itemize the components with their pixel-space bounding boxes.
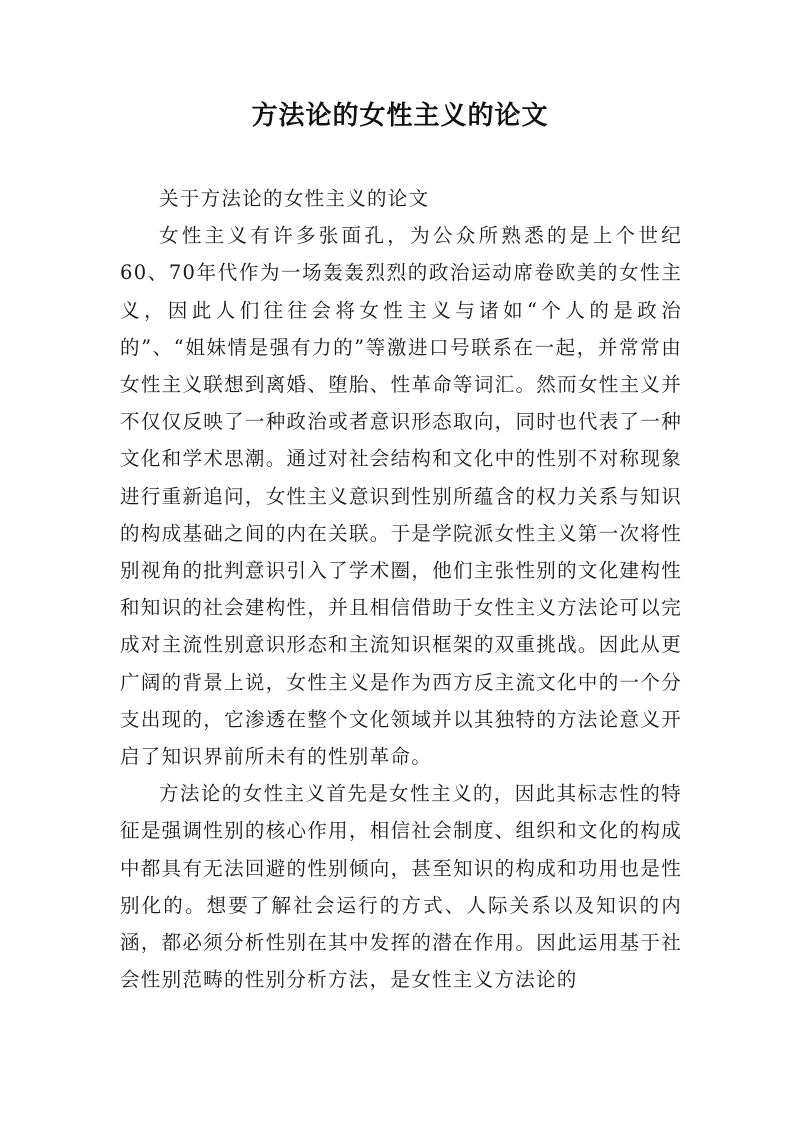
document-body [120, 180, 682, 998]
paragraph: 方法论的女性主义首先是女性主义的，因此其标志性的特征是强调性别的核心作用，相信社会制度、组织和文化的构成中都具有无法回避的性别倾向，甚至知识的构成和功用也是性别化的。想要了解社会运行的方式、人际关系以及知识的内涵，都必须分析性别在其中发挥的潜在作用。因此运用基于社会性别范畴的性别分析方法，是女性主义方法论的 [120, 782, 682, 992]
paragraph: 女性主义有许多张面孔，为公众所熟悉的是上个世纪60、70年代作为一场轰轰烈烈的政治运动席卷欧美的女性主义，因此人们往往会将女性主义与诸如“个人的是政治的”、“姐妹情是强有力的”等激进口号联系在一起，并常常由女性主义联想到离婚、堕胎、性革命等词汇。然而女性主义并不仅仅反映了一种政治或者意识形态取向，同时也代表了一种文化和学术思潮。通过对社会结构和文化中的性别不对称现象进行重新追问，女性主义意识到性别所蕴含的权力关系与知识的构成基础之间的内在关联。于是学院派女性主义第一次将性别视角的批判意识引入了学术圈，他们主张性别的文化建构性和知识的社会建构性，并且相信借助于女性主义方法论可以完成对主流性别意识形态和主流知识框架的双重挑战。因此从更广阔的背景上说，女性主义是作为西方反主流文化中的一个分支出现的，它渗透在整个文化领域并以其独特的方法论意义开启了知识界前所未有的性别革命。 [120, 224, 682, 769]
document-subtitle: 关于方法论的女性主义的论文 [159, 187, 430, 210]
document-title: 方法论的女性主义的论文 [251, 101, 549, 131]
